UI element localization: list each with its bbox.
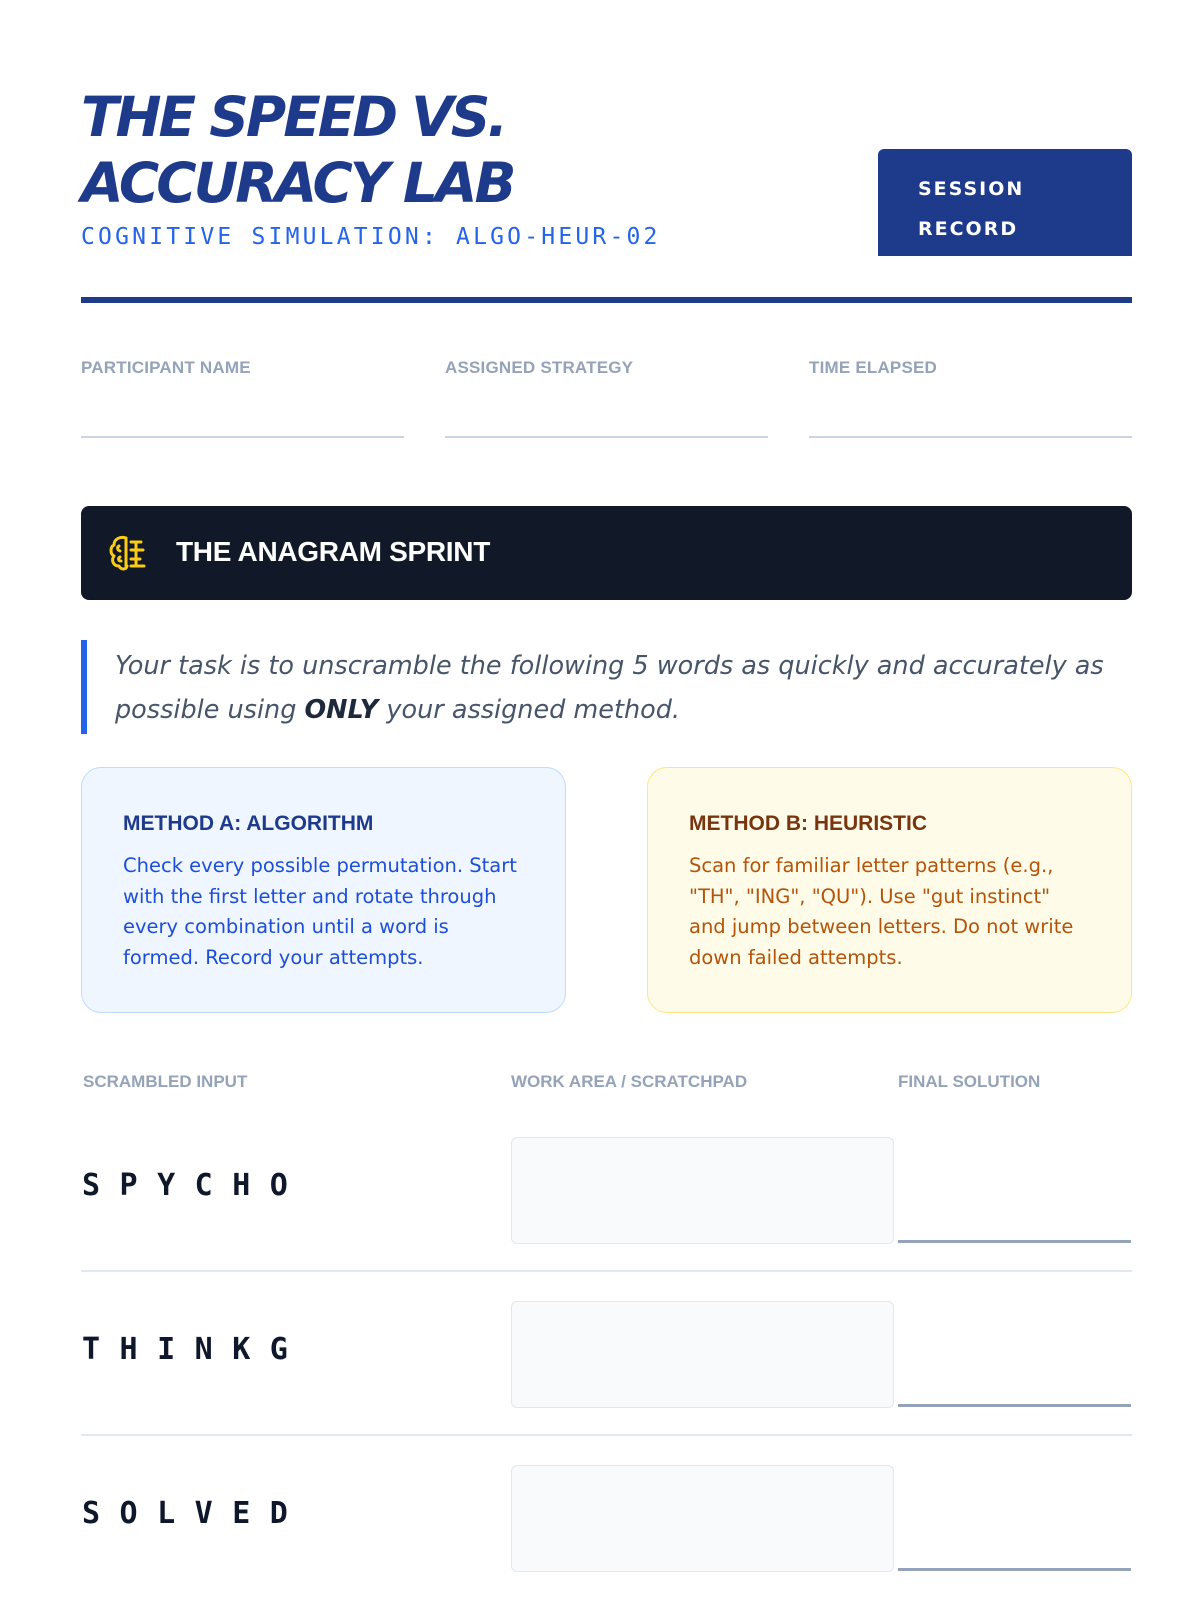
table-row bbox=[81, 1271, 1132, 1436]
page-subtitle: COGNITIVE SIMULATION: ALGO-HEUR-02 bbox=[81, 224, 661, 250]
method-a-description: Check every possible permutation. Start with the first letter and rotate through every combination until a word is formed. Record your attempts. bbox=[123, 854, 517, 969]
method-b-card bbox=[647, 767, 1132, 1013]
instructions-text-start: Your task is to unscramble the following 5 words as quickly and accurately as possible using bbox=[115, 651, 1104, 725]
table-row bbox=[81, 1107, 1132, 1272]
worksheet-page bbox=[81, 0, 1132, 1531]
instructions-text-end: your assigned method. bbox=[378, 695, 681, 725]
column-header-scratchpad: WORK AREA / SCRATCHPAD bbox=[511, 1072, 748, 1091]
badge-line-2: RECORD bbox=[918, 218, 1019, 240]
badge-line-1: SESSION bbox=[918, 178, 1025, 200]
session-record-badge bbox=[878, 149, 1132, 256]
participant-fields bbox=[81, 358, 1132, 438]
worksheet-header bbox=[81, 0, 1132, 300]
method-b-description: Scan for familiar letter patterns (e.g., "TH", "ING", "QU"). Use "gut instinct" and jump between letters. Do not write down failed attempts. bbox=[689, 854, 1074, 969]
method-a-card bbox=[81, 767, 566, 1013]
instructions-emphasis: ONLY bbox=[304, 695, 379, 725]
time-elapsed-field[interactable] bbox=[809, 358, 1132, 438]
time-elapsed-label: TIME ELAPSED bbox=[809, 358, 938, 377]
method-b-title: METHOD B: HEURISTIC bbox=[689, 812, 927, 835]
section-banner bbox=[81, 506, 1132, 600]
brain-icon bbox=[107, 533, 147, 573]
assigned-strategy-label: ASSIGNED STRATEGY bbox=[445, 358, 634, 377]
column-header-solution: FINAL SOLUTION bbox=[898, 1072, 1041, 1091]
scrambled-word: SPYCHO bbox=[82, 1168, 308, 1203]
page-title: THE SPEED VS. ACCURACY LAB bbox=[81, 85, 514, 215]
scratchpad-box[interactable] bbox=[511, 1465, 894, 1572]
method-a-title: METHOD A: ALGORITHM bbox=[123, 812, 374, 835]
scrambled-word: THINKG bbox=[82, 1332, 308, 1367]
header-divider bbox=[81, 297, 1132, 303]
solution-line[interactable] bbox=[898, 1240, 1131, 1243]
task-instructions bbox=[81, 640, 1132, 734]
scrambled-word: SOLVED bbox=[82, 1496, 308, 1531]
solution-line[interactable] bbox=[898, 1568, 1131, 1571]
scratchpad-box[interactable] bbox=[511, 1137, 894, 1244]
assigned-strategy-field[interactable] bbox=[445, 358, 768, 438]
scratchpad-box[interactable] bbox=[511, 1301, 894, 1408]
solution-line[interactable] bbox=[898, 1404, 1131, 1407]
participant-name-field[interactable] bbox=[81, 358, 404, 438]
table-row bbox=[81, 1435, 1132, 1598]
participant-name-label: PARTICIPANT NAME bbox=[81, 358, 251, 377]
column-header-scrambled: SCRAMBLED INPUT bbox=[83, 1072, 248, 1091]
section-title: THE ANAGRAM SPRINT bbox=[176, 536, 491, 567]
